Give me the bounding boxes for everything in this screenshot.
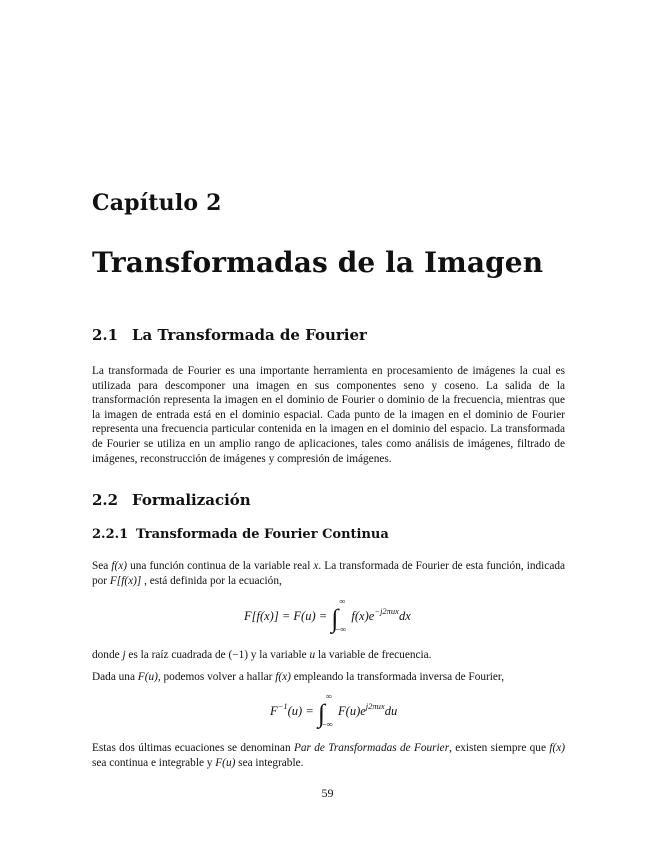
paragraph-inverse: Dada una F(u), podemos volver a hallar f(x) empleando la transformada inversa de Fourier,	[92, 671, 505, 683]
chapter-title: Transformadas de la Imagen	[92, 246, 544, 279]
section-title: Formalización	[132, 491, 251, 509]
chapter-label: Capítulo 2	[92, 190, 222, 216]
section-number: 2.2	[92, 491, 119, 509]
integral-sign: ∫	[331, 604, 339, 633]
integral-sign: ∫	[317, 699, 326, 728]
intro-paragraph: La transformada de Fourier es una importante herramienta en procesamiento de imágenes la cual es utilizada para descomponer una imagen en sus componentes seno y coseno. La salida de la transformación representa la imagen en el dominio de Fourier o dominio de la frecuencia, mientras que la imagen de entrada está en el dominio espacial. Cada punto de la imagen en el dominio de Fourier representa una frecuencia particular contenida en la imagen en el dominio del espacio. La transformada de Fourier se utiliza en un amplio rango de aplicaciones, tales como análisis de imágenes, filtrado de imágenes, reconstrucción de imágenes y compresión de imágenes.	[92, 365, 565, 465]
section-title: La Transformada de Fourier	[132, 326, 367, 344]
paragraph-where: donde j es la raíz cuadrada de (−1) y la variable u la variable de frecuencia.	[92, 649, 432, 661]
equation-fourier-transform: F[f(x)] = F(u) = ∫ ∞ −∞ $f(x)e^{-j2\pi ux}dx$	[244, 596, 411, 635]
paragraph-transform-pair: Estas dos últimas ecuaciones se denominan Par de Transformadas de Fourier, existen siempre que f(x) sea continua e integrable y F(u) sea integrable.	[92, 742, 565, 769]
section-heading-fourier	[92, 326, 367, 344]
page-number: 59	[321, 786, 334, 800]
subsection-number: 2.2.1	[92, 527, 129, 542]
subsection-title: Transformada de Fourier Continua	[136, 527, 389, 542]
paragraph-definition: Sea f(x) una función continua de la variable real x. La transformada de Fourier de esta función, indicada por F[f(x)] , está definida por la ecuación,	[92, 560, 565, 587]
equation-inverse-fourier: $F^{-1}(u)$ = ∫ ∞ −∞ $F(u)e^{j2\pi ux}du$	[270, 691, 398, 730]
section-number: 2.1	[92, 326, 119, 344]
section-heading-formalizacion	[92, 491, 251, 509]
subsection-heading	[92, 527, 389, 542]
